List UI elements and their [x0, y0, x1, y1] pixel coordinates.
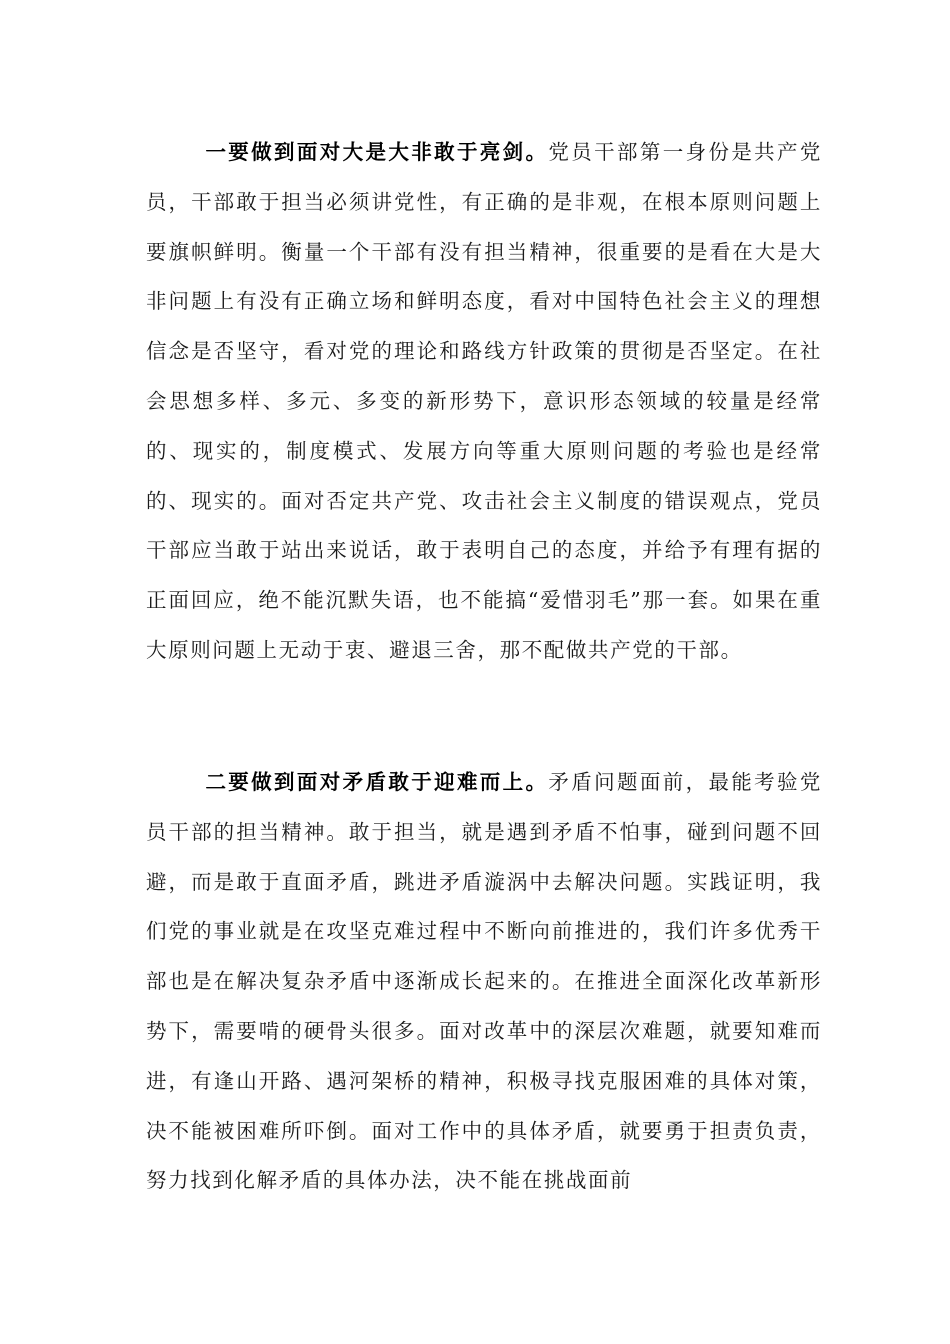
- paragraph-2: [146, 758, 822, 1206]
- paragraph-2-body: 矛盾问题面前，最能考验党员干部的担当精神。敢于担当，就是遇到矛盾不怕事，碰到问题不回避，而是敢于直面矛盾，跳进矛盾漩涡中去解决问题。实践证明，我们党的事业就是在攻坚克难过程中不断向前推进的，我们许多优秀干部也是在解决复杂矛盾中逐渐成长起来的。在推进全面深化改革新形势下，需要啃的硬骨头很多。面对改革中的深层次难题，就要知难而进，有逢山开路、遇河架桥的精神，积极寻找克服困难的具体对策，决不能被困难所吓倒。面对工作中的具体矛盾，就要勇于担责负责，努力找到化解矛盾的具体办法，决不能在挑战面前: [146, 770, 823, 1193]
- paragraph-1-heading: 一要做到面对大是大非敢于亮剑。: [205, 140, 549, 164]
- paragraph-1-body: 党员干部第一身份是共产党员，干部敢于担当必须讲党性，有正确的是非观，在根本原则问题上要旗帜鲜明。衡量一个干部有没有担当精神，很重要的是看在大是大非问题上有没有正确立场和鲜明态度，看对中国特色社会主义的理想信念是否坚守，看对党的理论和路线方针政策的贯彻是否坚定。在社会思想多样、多元、多变的新形势下，意识形态领域的较量是经常的、现实的，制度模式、发展方向等重大原则问题的考验也是经常的、现实的。面对否定共产党、攻击社会主义制度的错误观点，党员干部应当敢于站出来说话，敢于表明自己的态度，并给予有理有据的正面回应，绝不能沉默失语，也不能搞“爱惜羽毛”那一套。如果在重大原则问题上无动于衷、避退三舍，那不配做共产党的干部。: [146, 140, 823, 662]
- paragraph-1: [146, 128, 822, 676]
- paragraph-2-heading: 二要做到面对矛盾敢于迎难而上。: [205, 770, 549, 794]
